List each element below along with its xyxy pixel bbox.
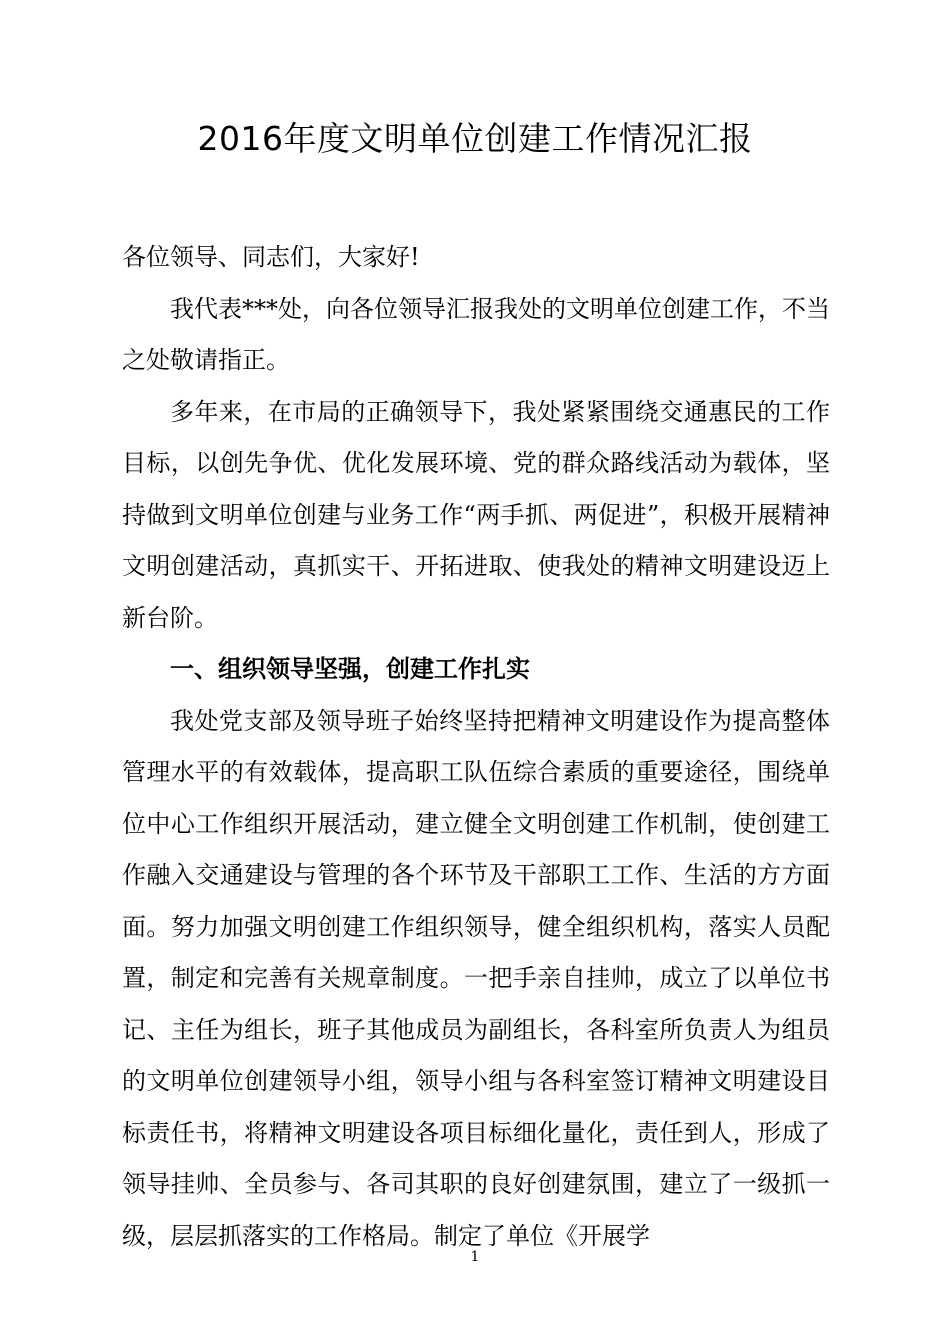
document-body [122,232,830,1262]
overview-paragraph: 多年来，在市局的正确领导下，我处紧紧围绕交通惠民的工作目标，以创先争优、优化发展环境、党的群众路线活动为载体，坚持做到文明单位创建与业务工作“两手抓、两促进”，积极开展精神文明创建活动，真抓实干、开拓进取、使我处的精神文明建设迈上新台阶。 [122,397,830,632]
section-heading: 一、组织领导坚强，创建工作扎实 [170,655,530,683]
page-number: 1 [470,1249,480,1265]
intro-paragraph: 我代表***处，向各位领导汇报我处的文明单位创建工作，不当之处敬请指正。 [122,294,830,374]
greeting-paragraph: 各位领导、同志们，大家好! [122,243,420,271]
section-paragraph: 我处党支部及领导班子始终坚持把精神文明建设作为提高整体管理水平的有效载体，提高职工队伍综合素质的重要途径，围绕单位中心工作组织开展活动，建立健全文明创建工作机制，使创建工作融入交通建设与管理的各个环节及干部职工工作、生活的方方面面。努力加强文明创建工作组织领导，健全组织机构，落实人员配置，制定和完善有关规章制度。一把手亲自挂帅，成立了以单位书记、主任为组长，班子其他成员为副组长，各科室所负责人为组员的文明单位创建领导小组，领导小组与各科室签订精神文明建设目标责任书，将精神文明建设各项目标细化量化，责任到人，形成了领导挂帅、全员参与、各司其职的良好创建氛围，建立了一级抓一级，层层抓落实的工作格局。制定了单位《开展学 [122,706,830,1250]
document-title: 2016年度文明单位创建工作情况汇报 [197,119,753,158]
